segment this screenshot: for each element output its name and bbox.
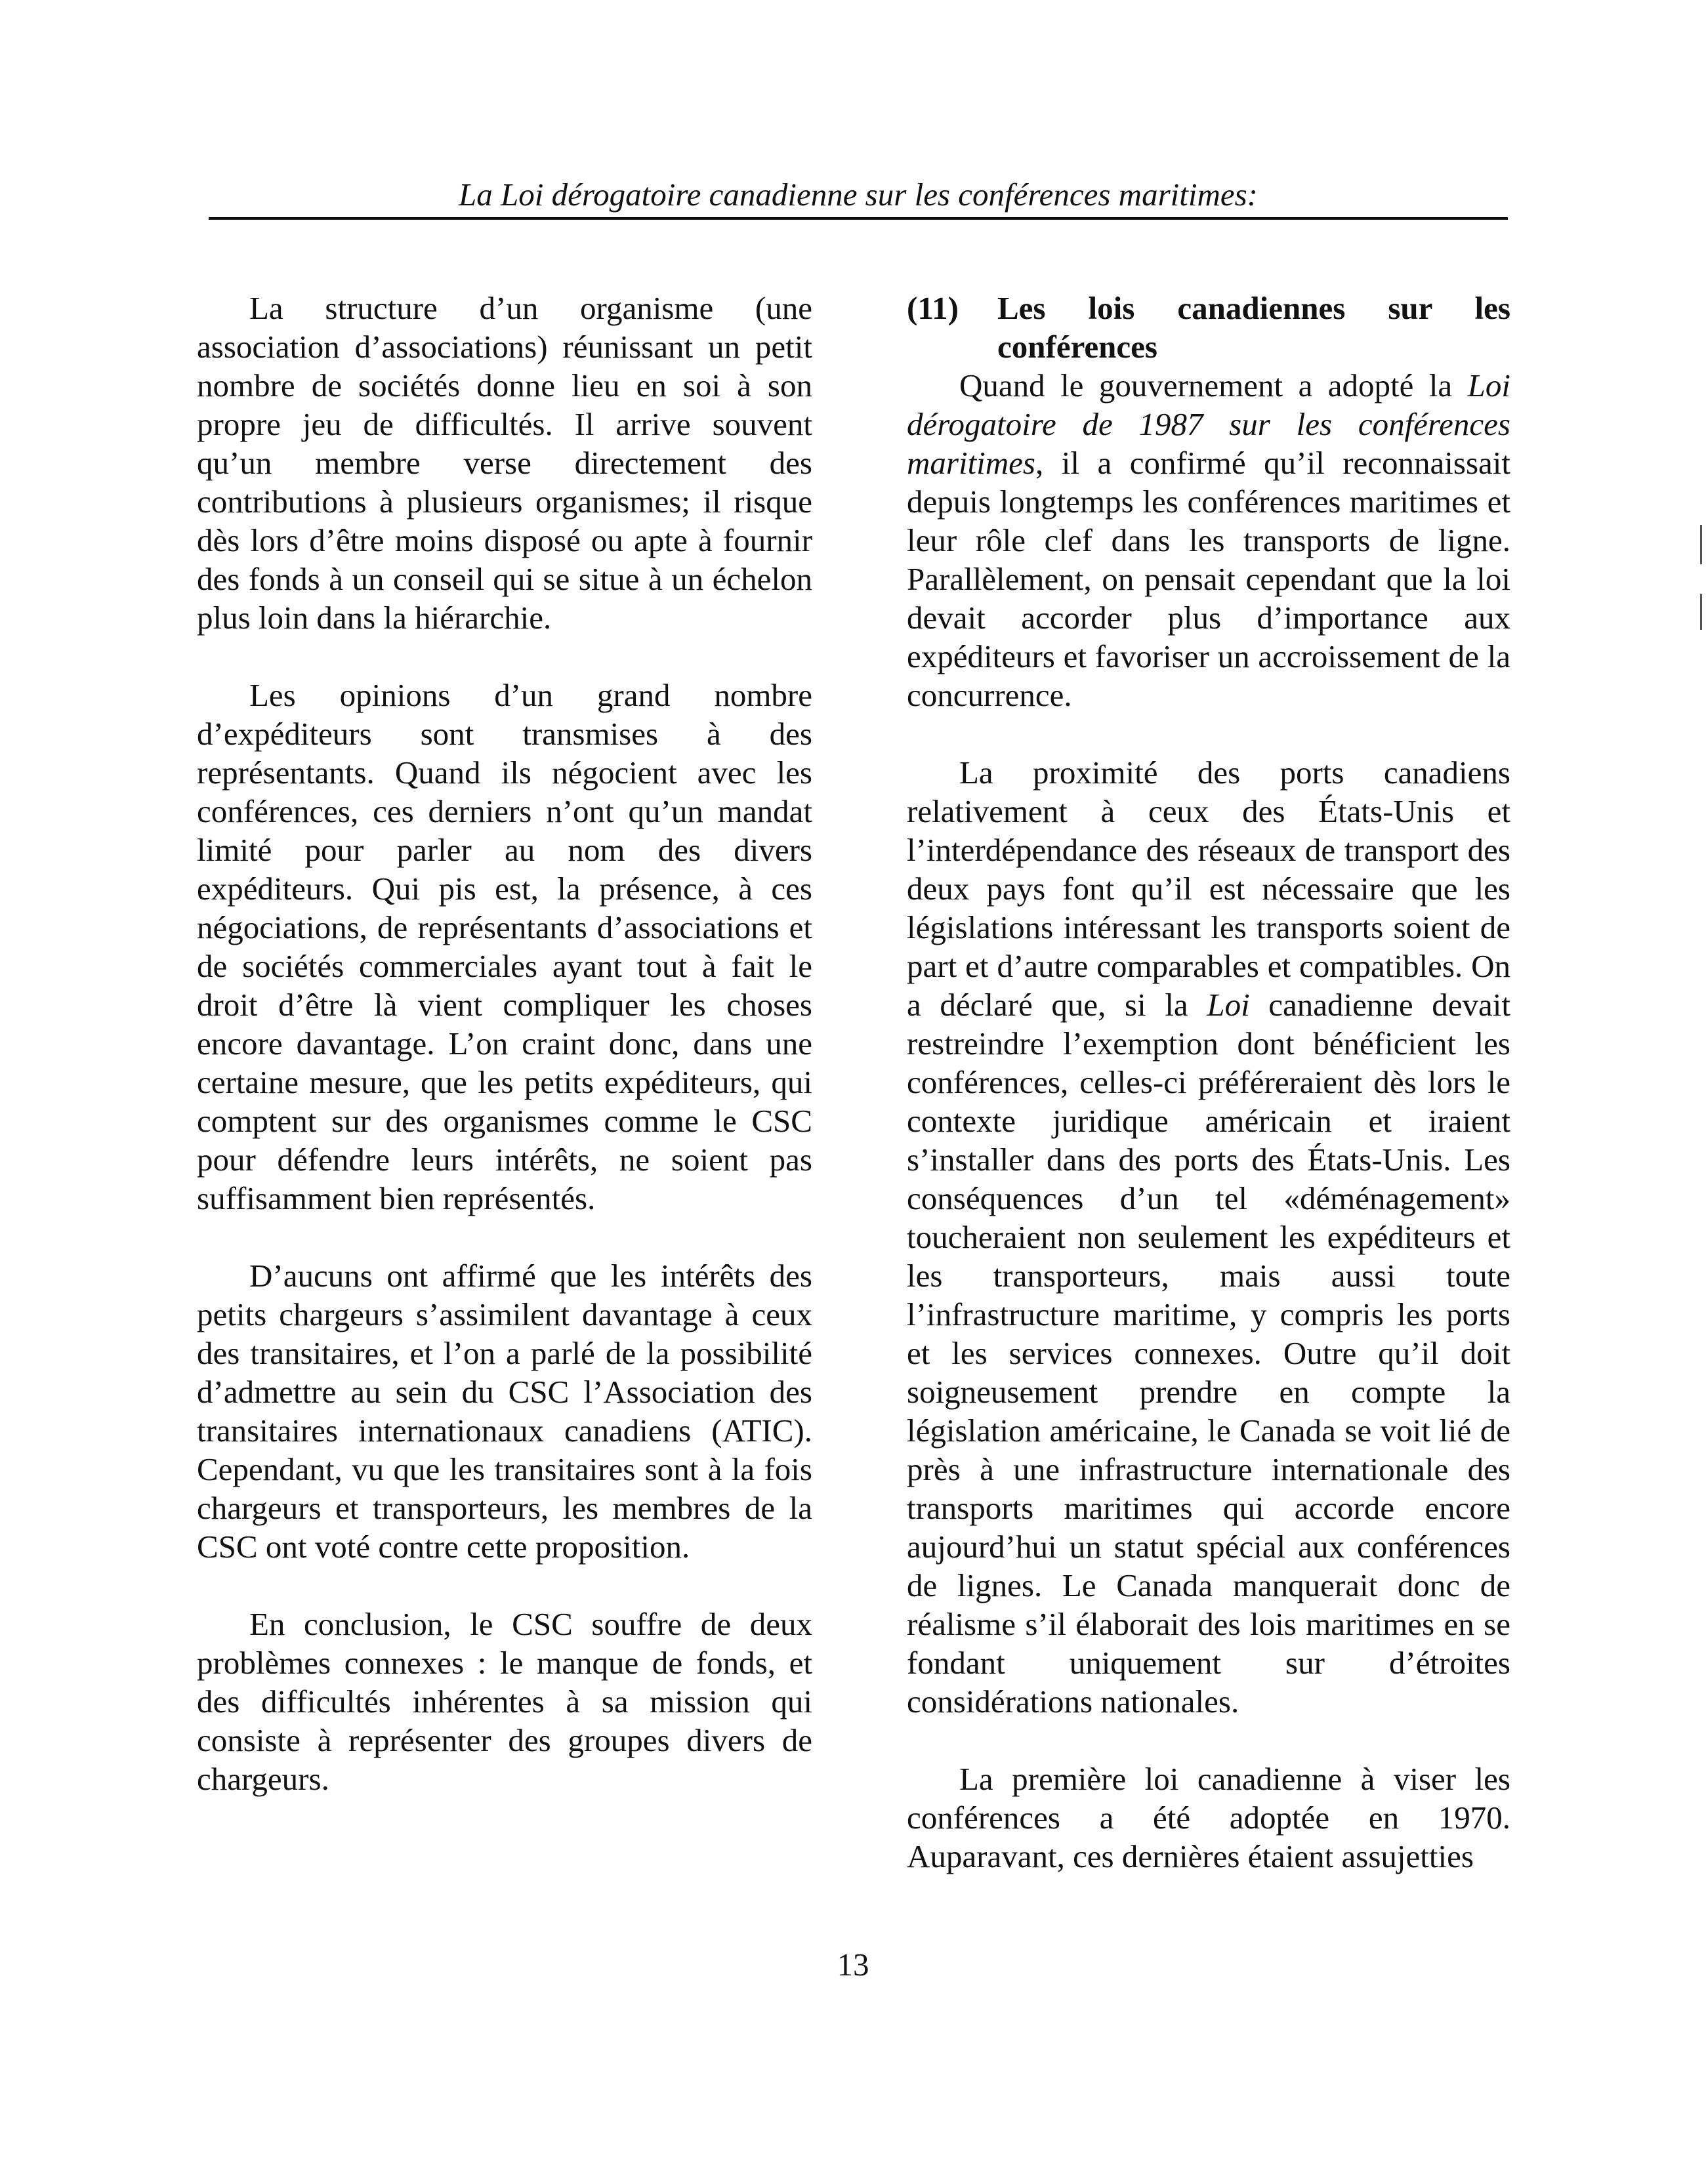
loi-italic: Loi (1207, 987, 1250, 1023)
page-number: 13 (837, 1947, 869, 1983)
right-column (907, 289, 1510, 1914)
section-title: Les lois canadiennes sur les conférences (997, 290, 1510, 365)
section-number: (11) (907, 290, 959, 326)
left-column (197, 289, 812, 1837)
right-paragraph-2 (907, 753, 1510, 1721)
right-paragraph-2-text-a: La proximité des ports canadiens relativement à ceux des États-Unis et l’interdépendance des réseaux de transport des deux pays font qu’il est nécessaire que les législations intéressant les transports soient de part et d’autre comparables et compatibles. On a déclaré que, si la (907, 754, 1510, 1023)
law-title-italic: Loi dérogatoire de 1987 sur les conférences maritimes (907, 367, 1510, 481)
right-paragraph-1-text-b: , il a confirmé qu’il reconnaissait depuis longtemps les conférences maritimes et leur rôle clef dans les transports de ligne. Parallèlement, on pensait cependant que la loi devait accorder plus d’importance aux expéditeurs et favoriser un accroissement de la concurrence. (907, 445, 1510, 713)
left-paragraph-3: D’aucuns ont affirmé que les intérêts des petits chargeurs s’assimilent davantage à ceux des transitaires, et l’on a parlé de la possibilité d’admettre au sein du CSC l’Association des transitaires internationaux canadiens (ATIC). Cependant, vu que les transitaires sont à la fois chargeurs et transporteurs, les membres de la CSC ont voté contre cette proposition. (197, 1258, 812, 1565)
scan-edge-mark (1700, 594, 1702, 630)
scan-edge-mark (1700, 525, 1702, 564)
left-paragraph-2: Les opinions d’un grand nombre d’expéditeurs sont transmises à des représentants. Quand ils négocient avec les conférences, ces derniers n’ont qu’un mandat limité pour parler au nom des divers expéditeurs. Qui pis est, la présence, à ces négociations, de représentants d’associations et de sociétés commerciales ayant tout à fait le droit d’être là vient compliquer les choses encore davantage. L’on craint donc, dans une certaine mesure, que les petits expéditeurs, qui comptent sur des organismes comme le CSC pour défendre leurs intérêts, ne soient pas suffisamment bien représentés. (197, 677, 812, 1216)
header-rule (209, 217, 1508, 220)
running-header: La Loi dérogatoire canadienne sur les conférences maritimes: (458, 176, 1258, 213)
right-paragraph-3: La première loi canadienne à viser les conférences a été adoptée en 1970. Auparavant, ces dernières étaient assujetties (907, 1761, 1510, 1874)
right-paragraph-1-text-a: Quand le gouvernement a adopté la (959, 367, 1468, 403)
left-paragraph-4: En conclusion, le CSC souffre de deux problèmes connexes : le manque de fonds, et des difficultés inhérentes à sa mission qui consiste à représenter des groupes divers de chargeurs. (197, 1606, 812, 1797)
right-paragraph-2-text-b: canadienne devait restreindre l’exemption dont bénéficient les conférences, celles-ci préféreraient dès lors le contexte juridique américain et iraient s’installer dans des ports des États-Unis. Les conséquences d’un tel «déménagement» toucheraient non seulement les expéditeurs et les transporteurs, mais aussi toute l’infrastructure maritime, y compris les ports et les services connexes. Outre qu’il doit soigneusement prendre en compte la législation américaine, le Canada se voit lié de près à une infrastructure internationale des transports maritimes qui accorde encore aujourd’hui un statut spécial aux conférences de lignes. Le Canada manquerait donc de réalisme s’il élaborait des lois maritimes en se fondant uniquement sur d’étroites considérations nationales. (907, 987, 1511, 1720)
right-paragraph-1 (907, 366, 1510, 714)
section-heading (907, 289, 1510, 366)
left-paragraph-1: La structure d’un organisme (une association d’associations) réunissant un petit nombre de sociétés donne lieu en soi à son propre jeu de difficultés. Il arrive souvent qu’un membre verse directement des contributions à plusieurs organismes; il risque dès lors d’être moins disposé ou apte à fournir des fonds à un conseil qui se situe à un échelon plus loin dans la hiérarchie. (197, 290, 812, 636)
